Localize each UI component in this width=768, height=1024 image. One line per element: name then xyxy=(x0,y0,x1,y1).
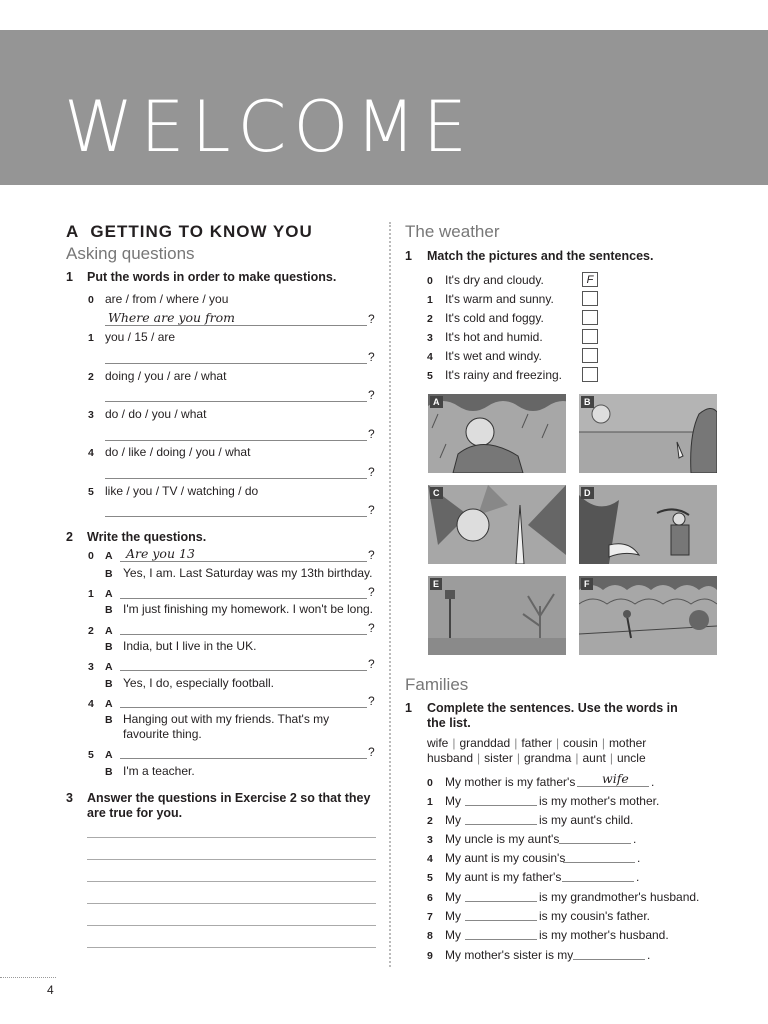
answer-line[interactable] xyxy=(120,561,367,562)
family-item-number: 0 xyxy=(427,777,433,789)
ex2-reply: I'm a teacher. xyxy=(123,764,195,778)
ex3-instruction-continued: are true for you. xyxy=(87,806,183,820)
weather-sentence: It's hot and humid. xyxy=(445,330,543,344)
picture-b-warm-sunny xyxy=(579,394,717,473)
question-mark: ? xyxy=(368,621,375,635)
writing-line[interactable] xyxy=(87,925,376,926)
welcome-banner xyxy=(0,30,768,185)
weather-instruction: Match the pictures and the sentences. xyxy=(427,249,654,263)
speaker-a: A xyxy=(105,625,113,637)
word: grandma xyxy=(523,751,572,765)
speaker-b: B xyxy=(105,604,113,616)
family-answer: wife xyxy=(602,771,629,786)
word-list-row-2: husband | sister | grandma | aunt | uncle xyxy=(427,751,646,765)
families-instruction: Complete the sentences. Use the words in xyxy=(427,701,678,715)
speaker-a: A xyxy=(105,588,113,600)
word: mother xyxy=(608,736,647,750)
word: father xyxy=(521,736,552,750)
weather-sentence: It's dry and cloudy. xyxy=(445,273,544,287)
ex3-instruction: Answer the questions in Exercise 2 so that they xyxy=(87,791,371,805)
word: sister xyxy=(484,751,513,765)
family-sentence-start: My xyxy=(445,813,461,827)
footer-rule xyxy=(0,977,56,978)
ex2-item-number: 2 xyxy=(88,625,94,637)
question-mark: ? xyxy=(368,745,375,759)
question-mark: ? xyxy=(368,350,375,364)
ex2-reply: Hanging out with my friends. That's my xyxy=(123,712,330,726)
speaker-b: B xyxy=(105,678,113,690)
speaker-b: B xyxy=(105,641,113,653)
weather-ex-number: 1 xyxy=(405,249,412,263)
answer-box[interactable]: F xyxy=(582,272,598,287)
column-divider xyxy=(389,222,391,967)
question-mark: ? xyxy=(368,694,375,708)
family-sentence-end: . xyxy=(636,870,640,884)
ex1-item-number: 3 xyxy=(88,409,94,421)
ex2-item-number: 4 xyxy=(88,698,94,710)
ex1-item-words: doing / you / are / what xyxy=(105,369,227,383)
family-sentence-start: My mother is my father's xyxy=(445,775,576,789)
family-sentence-end: is my mother's husband. xyxy=(539,928,669,942)
answer-box[interactable] xyxy=(582,291,598,306)
ex2-answer: Are you 13 xyxy=(126,546,195,561)
ex1-item-number: 2 xyxy=(88,371,94,383)
speaker-a: A xyxy=(105,550,113,562)
ex3-number: 3 xyxy=(66,791,73,805)
ex2-reply: Yes, I do, especially football. xyxy=(123,676,274,690)
picture-f-dry-cloudy xyxy=(579,576,717,655)
speaker-b: B xyxy=(105,714,113,726)
weather-sentence: It's rainy and freezing. xyxy=(445,368,563,382)
answer-line[interactable] xyxy=(465,805,537,806)
answer-line[interactable] xyxy=(105,516,367,517)
question-mark: ? xyxy=(368,388,375,402)
families-instruction-continued: the list. xyxy=(427,716,471,730)
question-mark: ? xyxy=(368,427,375,441)
speaker-a: A xyxy=(105,698,113,710)
page-number: 4 xyxy=(47,983,54,997)
ex2-reply: I'm just finishing my homework. I won't be long. xyxy=(123,602,374,616)
family-item-number: 9 xyxy=(427,950,433,962)
answer-line[interactable] xyxy=(465,920,537,921)
answer-box[interactable] xyxy=(582,310,598,325)
ex2-reply: Yes, I am. Last Saturday was my 13th birthday. xyxy=(123,566,373,580)
weather-item-number: 2 xyxy=(427,313,433,325)
answer-line[interactable] xyxy=(105,440,367,441)
subtitle-families: Families xyxy=(405,675,469,694)
word: wife xyxy=(427,736,449,750)
answer-line[interactable] xyxy=(105,363,367,364)
question-mark: ? xyxy=(368,312,375,326)
weather-sentence: It's wet and windy. xyxy=(445,349,542,363)
writing-line[interactable] xyxy=(87,947,376,948)
family-sentence-start: My aunt is my cousin's xyxy=(445,851,566,865)
families-ex-number: 1 xyxy=(405,701,412,715)
speaker-b: B xyxy=(105,766,113,778)
family-item-number: 6 xyxy=(427,892,433,904)
answer-line[interactable] xyxy=(465,901,537,902)
speaker-a: A xyxy=(105,749,113,761)
ex2-item-number: 0 xyxy=(88,550,94,562)
weather-item-number: 0 xyxy=(427,275,433,287)
answer-line[interactable] xyxy=(105,401,367,402)
answer-line[interactable] xyxy=(120,758,367,759)
writing-line[interactable] xyxy=(87,881,376,882)
word-list-row-1: wife | granddad | father | cousin | mother xyxy=(427,736,647,750)
answer-line[interactable] xyxy=(120,707,367,708)
word: granddad xyxy=(459,736,511,750)
picture-a-wet-windy xyxy=(428,394,566,473)
family-sentence-start: My aunt is my father's xyxy=(445,870,562,884)
family-item-number: 2 xyxy=(427,815,433,827)
ex1-item-number: 5 xyxy=(88,486,94,498)
picture-label: A xyxy=(430,396,443,408)
subtitle-asking-questions: Asking questions xyxy=(66,244,195,263)
jungle-illustration xyxy=(428,485,566,564)
family-sentence-start: My xyxy=(445,890,461,904)
family-item-number: 4 xyxy=(427,853,433,865)
fog-illustration xyxy=(428,576,566,655)
weather-sentence: It's cold and foggy. xyxy=(445,311,544,325)
family-sentence-end: . xyxy=(651,775,655,789)
ex2-item-number: 5 xyxy=(88,749,94,761)
family-sentence-start: My mother's sister is my xyxy=(445,948,574,962)
weather-item-number: 5 xyxy=(427,370,433,382)
answer-line[interactable] xyxy=(105,325,367,326)
picture-label: D xyxy=(581,487,594,499)
cloudy-illustration xyxy=(579,576,717,655)
picture-label: B xyxy=(581,396,594,408)
ex1-item-number: 1 xyxy=(88,332,94,344)
answer-line[interactable] xyxy=(559,843,631,844)
section-title: GETTING TO KNOW YOU xyxy=(90,222,313,241)
ex1-item-words: do / like / doing / you / what xyxy=(105,445,251,459)
umbrella-wind-illustration xyxy=(579,485,717,564)
answer-line[interactable] xyxy=(120,670,367,671)
answer-line[interactable] xyxy=(577,786,649,787)
answer-line[interactable] xyxy=(563,862,635,863)
writing-line[interactable] xyxy=(87,859,376,860)
beach-illustration xyxy=(579,394,717,473)
word: cousin xyxy=(563,736,598,750)
family-item-number: 3 xyxy=(427,834,433,846)
answer-line[interactable] xyxy=(105,478,367,479)
subtitle-the-weather: The weather xyxy=(405,222,500,241)
answer-line[interactable] xyxy=(573,959,645,960)
answer-line[interactable] xyxy=(465,824,537,825)
question-mark: ? xyxy=(368,548,375,562)
question-mark: ? xyxy=(368,657,375,671)
picture-d-rainy-freezing xyxy=(579,485,717,564)
section-letter: A xyxy=(66,222,79,241)
word: husband xyxy=(427,751,474,765)
family-sentence-end: . xyxy=(637,851,641,865)
weather-item-number: 1 xyxy=(427,294,433,306)
family-sentence-start: My uncle is my aunt's xyxy=(445,832,560,846)
question-mark: ? xyxy=(368,585,375,599)
question-mark: ? xyxy=(368,465,375,479)
answer-line[interactable] xyxy=(120,634,367,635)
ex2-item-number: 1 xyxy=(88,588,94,600)
banner-title: WELCOME xyxy=(64,86,475,168)
speaker-b: B xyxy=(105,568,113,580)
ex2-reply-continued: favourite thing. xyxy=(123,727,202,741)
family-sentence-end: . xyxy=(633,832,637,846)
ex2-number: 2 xyxy=(66,530,73,544)
ex1-item-number: 0 xyxy=(88,294,94,306)
ex1-number: 1 xyxy=(66,270,73,284)
weather-item-number: 4 xyxy=(427,351,433,363)
ex1-item-number: 4 xyxy=(88,447,94,459)
family-sentence-start: My xyxy=(445,928,461,942)
speaker-a: A xyxy=(105,661,113,673)
ex1-instruction: Put the words in order to make questions. xyxy=(87,270,337,284)
family-item-number: 7 xyxy=(427,911,433,923)
weather-sentence: It's warm and sunny. xyxy=(445,292,554,306)
ex2-reply: India, but I live in the UK. xyxy=(123,639,257,653)
weather-item-number: 3 xyxy=(427,332,433,344)
picture-label: C xyxy=(430,487,443,499)
family-sentence-end: is my mother's mother. xyxy=(539,794,660,808)
question-mark: ? xyxy=(368,503,375,517)
ex1-item-words: you / 15 / are xyxy=(105,330,176,344)
answer-box[interactable] xyxy=(582,329,598,344)
family-item-number: 8 xyxy=(427,930,433,942)
word: uncle xyxy=(616,751,646,765)
answer-line[interactable] xyxy=(465,939,537,940)
ex1-item-answer: Where are you from xyxy=(108,310,236,325)
family-sentence-start: My xyxy=(445,909,461,923)
word: aunt xyxy=(582,751,606,765)
section-heading xyxy=(66,222,313,242)
answer-box[interactable] xyxy=(582,348,598,363)
family-sentence-end: is my grandmother's husband. xyxy=(539,890,700,904)
family-sentence-end: is my aunt's child. xyxy=(539,813,634,827)
writing-line[interactable] xyxy=(87,903,376,904)
wind-rain-illustration xyxy=(428,394,566,473)
picture-label: E xyxy=(430,578,442,590)
family-item-number: 5 xyxy=(427,872,433,884)
family-sentence-start: My xyxy=(445,794,461,808)
ex2-item-number: 3 xyxy=(88,661,94,673)
family-sentence-end: . xyxy=(647,948,651,962)
writing-line[interactable] xyxy=(87,837,376,838)
answer-box[interactable] xyxy=(582,367,598,382)
family-item-number: 1 xyxy=(427,796,433,808)
ex1-item-words: are / from / where / you xyxy=(105,292,229,306)
family-sentence-end: is my cousin's father. xyxy=(539,909,650,923)
ex2-instruction: Write the questions. xyxy=(87,530,207,544)
ex1-item-words: like / you / TV / watching / do xyxy=(105,484,259,498)
answer-line[interactable] xyxy=(562,881,634,882)
picture-c-hot-humid xyxy=(428,485,566,564)
picture-label: F xyxy=(581,578,593,590)
picture-e-cold-foggy xyxy=(428,576,566,655)
answer-line[interactable] xyxy=(120,598,367,599)
ex1-item-words: do / do / you / what xyxy=(105,407,207,421)
